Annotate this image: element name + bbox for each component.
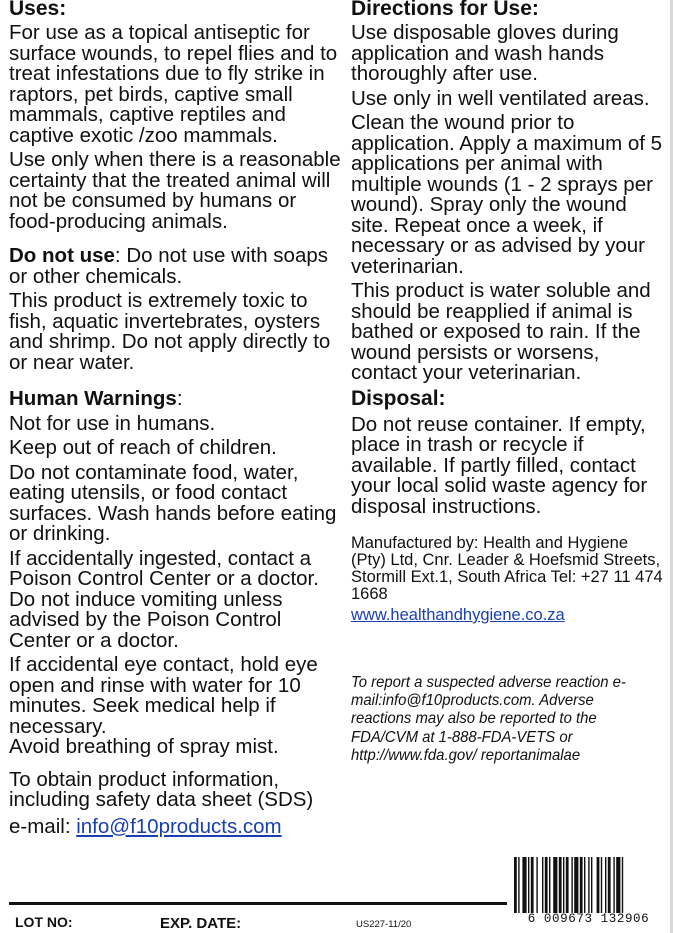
barcode [510, 857, 667, 913]
warning-item: If accidental eye contact, hold eye open and rinse with water for 10 minutes. Seek medical help if necessary. [9, 653, 318, 738]
directions-item: Clean the wound prior to application. Apply a maximum of 5 applications per animal with multiple wounds (1 - 2 sprays per wound). Spray only the wound site. Repeat once a week, if necessary or as advised by your veterinarian. [351, 111, 663, 278]
human-warnings-heading-line [9, 389, 341, 410]
warning-item: Keep out of reach of children. [9, 436, 277, 459]
barcode-number: 6 009673 132906 [527, 912, 650, 926]
website-link[interactable]: www.healthandhygiene.co.za [351, 606, 565, 624]
uses-heading: Uses: [9, 0, 67, 20]
left-column [9, 0, 341, 841]
product-info-text: To obtain product information, including safety data sheet (SDS) [9, 767, 314, 811]
directions-item: This product is water soluble and should be reapplied if animal is bathed or exposed to rain. If the wound persists or worsens, contact your veterinarian. [351, 279, 651, 384]
email-line [9, 814, 341, 838]
barcode-bars-icon [510, 857, 667, 913]
manufacturer-text: Manufactured by: Health and Hygiene (Pty) Ltd, Cnr. Leader & Hoefsmid Streets, Stormill Ext.1, South Africa Tel: +27 11 474 1668 [351, 534, 663, 603]
lot-number-label: LOT NO: [15, 914, 73, 930]
disposal-heading: Disposal: [351, 386, 446, 410]
footer-divider [9, 902, 507, 905]
footer-strip [0, 906, 673, 933]
do-not-use-label: Do not use [9, 244, 115, 267]
directions-heading: Directions for Use: [351, 0, 539, 20]
warning-item: If accidentally ingested, contact a Poison Control Center or a doctor. Do not induce vomiting unless advised by the Poison Control Center or a doctor. [9, 546, 319, 652]
disposal-text: Do not reuse container. If empty, place in trash or recycle if available. If partly filled, contact your local solid waste agency for disposal instructions. [351, 412, 648, 518]
toxic-warning: This product is extremely toxic to fish, aquatic invertebrates, oysters and shrimp. Do not apply directly to or near water. [9, 289, 331, 374]
human-warnings-colon: : [176, 387, 183, 410]
email-label: e-mail: [9, 814, 77, 838]
human-warnings-heading: Human Warnings [9, 387, 177, 410]
warning-item: Avoid breathing of spray mist. [9, 735, 279, 758]
uses-paragraph-1: For use as a topical antiseptic for surface wounds, to repel flies and to treat infestations due to fly strike in raptors, pet birds, captive small mammals, captive reptiles and captive exotic /zoo mammals. [9, 21, 338, 147]
do-not-use-paragraph [9, 246, 341, 287]
expiry-date-label: EXP. DATE: [160, 915, 242, 932]
email-link[interactable]: info@f10products.com [76, 814, 282, 838]
directions-item: Use disposable gloves during application and wash hands thoroughly after use. [351, 21, 619, 85]
warning-item: Do not contaminate food, water, eating utensils, or food contact surfaces. Wash hands before eating or drinking. [9, 460, 337, 545]
adverse-reaction-text: To report a suspected adverse reaction e-mail:info@f10products.com. Adverse reactions may also be reported to the FDA/CVM at 1-888-FDA-VETS or http://www.fda.gov/ reportanimalae [351, 674, 626, 764]
do-not-use-text: : Do not use with soaps or other chemicals. [9, 244, 329, 288]
warning-item: Not for use in humans. [9, 411, 216, 435]
directions-item: Use only in well ventilated areas. [351, 86, 650, 110]
product-code: US227-11/20 [356, 919, 412, 930]
uses-paragraph-2: Use only when there is a reasonable certainty that the treated animal will not be consumed by humans or food-producing animals. [9, 148, 341, 233]
right-column [351, 0, 666, 769]
